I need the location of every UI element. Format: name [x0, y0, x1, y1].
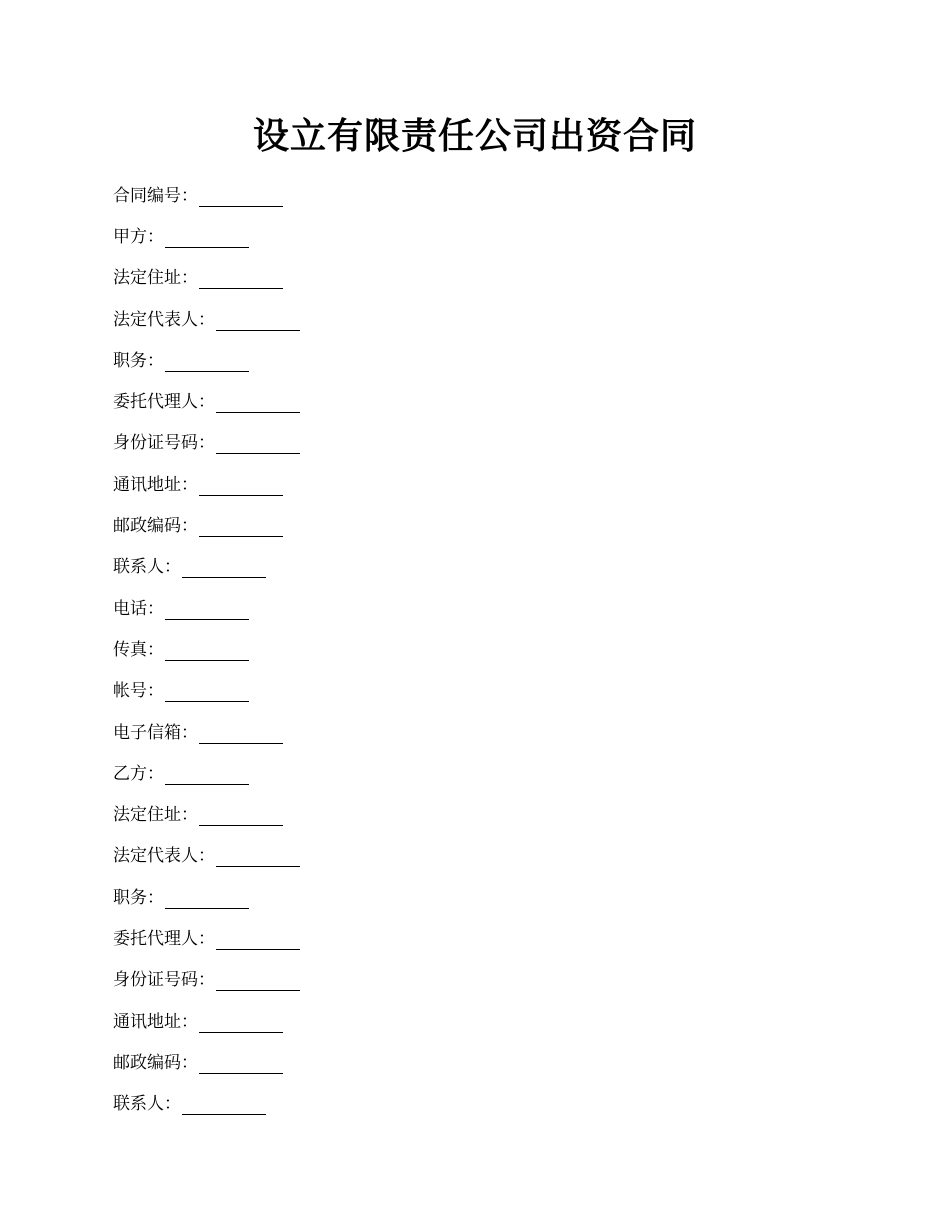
field-label: 法定住址：	[113, 805, 198, 826]
field-label: 合同编号：	[113, 185, 198, 206]
field-b-authorized-agent	[113, 918, 853, 959]
field-label: 身份证号码：	[113, 970, 215, 991]
field-label: 通讯地址：	[113, 1011, 198, 1032]
field-a-fax	[113, 629, 853, 670]
fill-in-blank	[165, 354, 249, 372]
field-label: 邮政编码：	[113, 1052, 198, 1073]
field-label: 身份证号码：	[113, 433, 215, 454]
field-label: 甲方：	[113, 226, 164, 247]
field-label: 委托代理人：	[113, 392, 215, 413]
field-a-legal-representative	[113, 299, 853, 340]
field-a-email	[113, 712, 853, 753]
fill-in-blank	[165, 602, 249, 620]
field-b-mailing-address	[113, 1001, 853, 1042]
field-label: 联系人：	[113, 1094, 181, 1115]
fill-in-blank	[165, 230, 249, 248]
fill-in-blank	[199, 808, 283, 826]
field-b-id-number	[113, 960, 853, 1001]
fill-in-blank	[216, 313, 300, 331]
field-label: 委托代理人：	[113, 928, 215, 949]
field-label: 通讯地址：	[113, 474, 198, 495]
fill-in-blank	[199, 1015, 283, 1033]
field-label: 传真：	[113, 639, 164, 660]
field-b-legal-representative	[113, 836, 853, 877]
field-label: 法定代表人：	[113, 309, 215, 330]
field-a-postal-code	[113, 505, 853, 546]
field-label: 联系人：	[113, 557, 181, 578]
field-party-b	[113, 753, 853, 794]
field-a-legal-address	[113, 258, 853, 299]
fill-in-blank	[216, 849, 300, 867]
field-b-postal-code	[113, 1042, 853, 1083]
fill-in-blank	[216, 932, 300, 950]
fill-in-blank	[165, 767, 249, 785]
field-label: 邮政编码：	[113, 516, 198, 537]
party-info-list	[113, 175, 853, 1125]
fill-in-blank	[199, 1056, 283, 1074]
fill-in-blank	[216, 395, 300, 413]
field-a-account	[113, 671, 853, 712]
field-a-phone	[113, 588, 853, 629]
fill-in-blank	[199, 726, 283, 744]
field-label: 乙方：	[113, 763, 164, 784]
field-a-contact-person	[113, 547, 853, 588]
fill-in-blank	[216, 973, 300, 991]
field-label: 职务：	[113, 350, 164, 371]
field-a-authorized-agent	[113, 381, 853, 422]
field-a-mailing-address	[113, 464, 853, 505]
fill-in-blank	[216, 436, 300, 454]
fill-in-blank	[165, 643, 249, 661]
fill-in-blank	[199, 519, 283, 537]
field-contract-number	[113, 175, 853, 216]
fill-in-blank	[165, 684, 249, 702]
fill-in-blank	[199, 271, 283, 289]
field-label: 电子信箱：	[113, 722, 198, 743]
field-b-position	[113, 877, 853, 918]
field-label: 职务：	[113, 887, 164, 908]
field-a-position	[113, 340, 853, 381]
fill-in-blank	[199, 478, 283, 496]
field-label: 法定代表人：	[113, 846, 215, 867]
fill-in-blank	[199, 189, 283, 207]
document-title: 设立有限责任公司出资合同	[252, 115, 697, 157]
fill-in-blank	[165, 891, 249, 909]
field-label: 电话：	[113, 598, 164, 619]
fill-in-blank	[182, 1097, 266, 1115]
field-b-contact-person	[113, 1084, 853, 1125]
field-party-a	[113, 216, 853, 257]
fill-in-blank	[182, 560, 266, 578]
field-label: 法定住址：	[113, 268, 198, 289]
field-a-id-number	[113, 423, 853, 464]
field-label: 帐号：	[113, 681, 164, 702]
field-b-legal-address	[113, 794, 853, 835]
